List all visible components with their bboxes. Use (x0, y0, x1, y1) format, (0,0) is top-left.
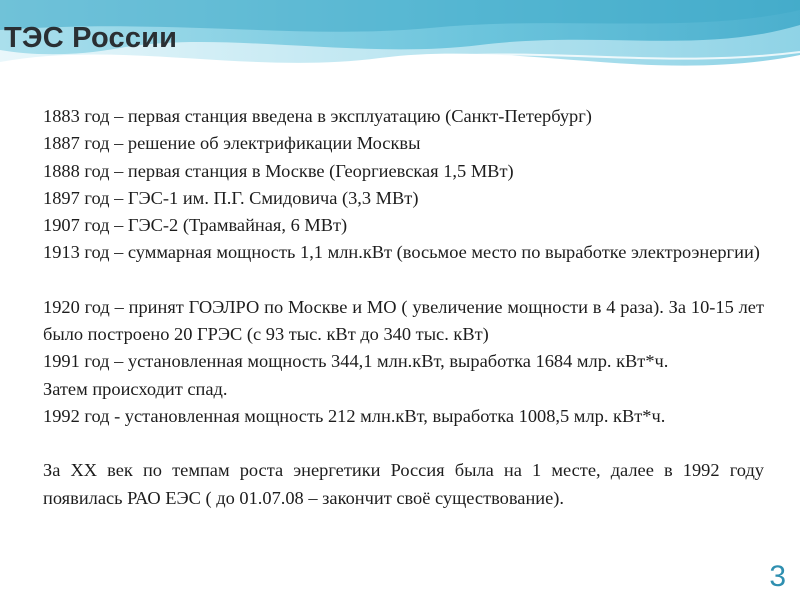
paragraph-1897: 1897 год – ГЭС-1 им. П.Г. Смидовича (3,3 МВт) (43, 187, 419, 208)
paragraph-1883: 1883 год – первая станция введена в эксплуатацию (Санкт-Петербург) (43, 106, 592, 126)
paragraph-1888: 1888 год – первая станция в Москве (Георгиевская 1,5 МВт) (43, 160, 514, 181)
paragraph-1907: 1907 год – ГЭС-2 (Трамвайная, 6 МВт) (43, 215, 348, 236)
page-number: 3 (769, 560, 786, 593)
paragraph-1920: 1920 год – принят ГОЭЛРО по Москве и МО ( увеличение мощности в 4 раза). За 10-15 лет было построено 20 ГРЭС (с 93 тыс. кВт до 340 тыс. кВт) (43, 296, 764, 345)
paragraph-1991: 1991 год – установленная мощность 344,1 млн.кВт, выработка 1684 млр. кВт*ч. (43, 351, 669, 372)
paragraph-spacer (43, 267, 764, 294)
slide-body (43, 103, 764, 512)
paragraph-xx-century: За XX век по темпам роста энергетики Россия была на 1 месте, далее в 1992 году появилась РАО ЕЭС ( до 01.07.08 – закончит своё существование). (43, 460, 764, 508)
paragraph-decline: Затем происходит спад. (43, 378, 228, 399)
slide-title: ТЭС России (4, 22, 178, 54)
paragraph-spacer (43, 430, 764, 457)
paragraph-1887: 1887 год – решение об электрификации Москвы (43, 133, 421, 154)
paragraph-1992: 1992 год - установленная мощность 212 млн.кВт, выработка 1008,5 млр. кВт*ч. (43, 405, 666, 426)
paragraph-1913: 1913 год – суммарная мощность 1,1 млн.кВт (восьмое место по выработке электроэнергии) (43, 242, 760, 263)
